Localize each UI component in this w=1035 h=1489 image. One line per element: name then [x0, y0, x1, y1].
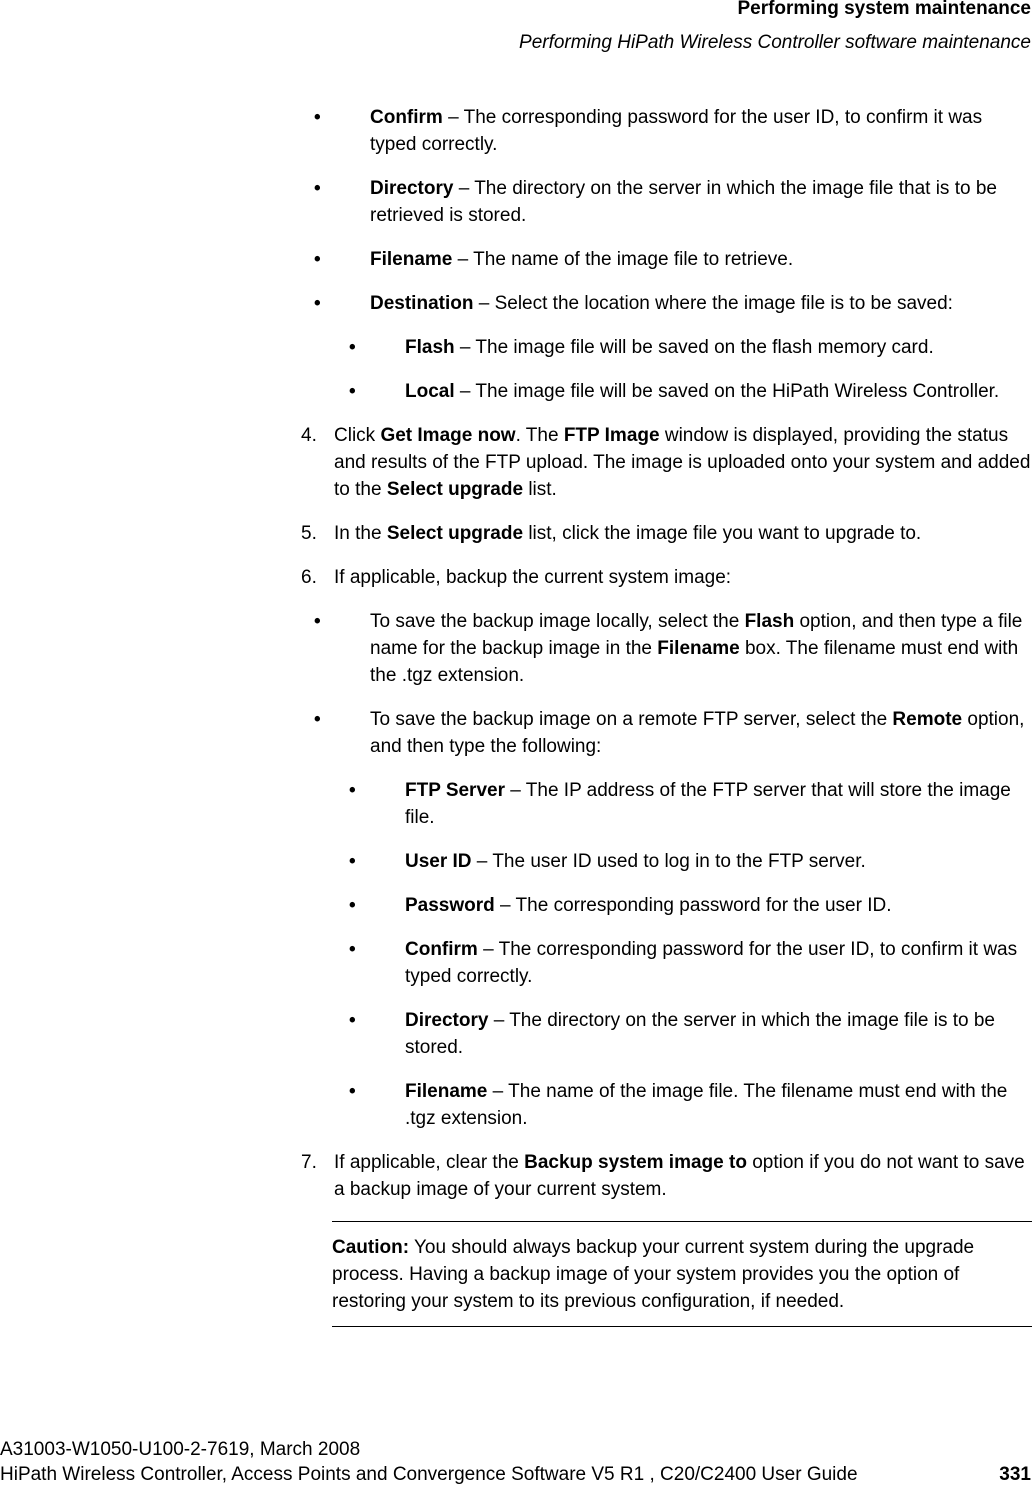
- bullet: •: [349, 895, 356, 916]
- caution-box: [332, 1221, 1032, 1327]
- term: Filename: [370, 249, 453, 270]
- bullet: •: [349, 1081, 356, 1102]
- bullet: •: [349, 780, 356, 801]
- term: Destination: [370, 293, 474, 314]
- step-text: list.: [523, 479, 557, 500]
- bullet: •: [314, 709, 321, 730]
- description: – The name of the image file. The filename must end with the .tgz extension.: [405, 1081, 1008, 1129]
- term: FTP Server: [405, 780, 505, 801]
- term: Password: [405, 895, 495, 916]
- description: – The user ID used to log in to the FTP server.: [471, 851, 866, 872]
- step-term: Get Image now: [380, 425, 516, 446]
- description: – The IP address of the FTP server that will store the image file.: [405, 780, 1011, 828]
- step-text: If applicable, clear the: [334, 1152, 525, 1173]
- step-number: 6.: [301, 567, 317, 588]
- step-text: option, and then type a file name for the backup image in the: [370, 611, 1023, 659]
- step-text: In the: [334, 523, 387, 544]
- description: – The image file will be saved on the flash memory card.: [454, 337, 934, 358]
- caution-text: You should always backup your current system during the upgrade process. Having a backup image of your system provides you the option of restoring your system to its previous configuration, if needed.: [332, 1237, 975, 1312]
- description: – Select the location where the image file is to be saved:: [473, 293, 953, 314]
- step-4: [296, 422, 1032, 503]
- step-number: 5.: [301, 523, 317, 544]
- bullet: •: [314, 249, 321, 270]
- list-item: [296, 378, 1032, 405]
- description: – The directory on the server in which the image file that is to be retrieved is stored.: [370, 178, 997, 226]
- description: – The corresponding password for the user ID, to confirm it was typed correctly.: [405, 939, 1018, 987]
- header-subtitle: Performing HiPath Wireless Controller software maintenance: [519, 32, 1031, 53]
- step-term: FTP Image: [563, 425, 660, 446]
- list-item: [296, 706, 1032, 760]
- list-item: [296, 608, 1032, 689]
- step-text: Click: [334, 425, 381, 446]
- step-term: Filename: [657, 638, 740, 659]
- step-text: option if you do not want to save a backup image of your current system.: [334, 1152, 1025, 1200]
- step-text: window is displayed, providing the status and results of the FTP upload. The image is uploaded onto your system and added to the: [334, 425, 1031, 500]
- step-text: option, and then type the following:: [370, 709, 1025, 757]
- list-item: [296, 104, 1032, 158]
- step-number: 4.: [301, 425, 317, 446]
- term: User ID: [405, 851, 472, 872]
- step-term: Flash: [744, 611, 795, 632]
- term: Confirm: [405, 939, 478, 960]
- step-text: To save the backup image locally, select the: [370, 611, 745, 632]
- description: – The name of the image file to retrieve.: [452, 249, 794, 270]
- list-item: [296, 848, 1032, 875]
- page-number: 331: [999, 1464, 1031, 1485]
- step-term: Backup system image to: [524, 1152, 747, 1173]
- bullet: •: [314, 293, 321, 314]
- main-content: [296, 104, 1032, 1327]
- term: Confirm: [370, 107, 443, 128]
- description: – The image file will be saved on the HiPath Wireless Controller.: [454, 381, 1000, 402]
- term: Directory: [370, 178, 454, 199]
- step-text: . The: [515, 425, 564, 446]
- step-6: [296, 564, 1032, 591]
- list-item: [296, 936, 1032, 990]
- list-item: [296, 334, 1032, 361]
- term: Filename: [405, 1081, 488, 1102]
- step-text: To save the backup image on a remote FTP server, select the: [370, 709, 893, 730]
- step-5: [296, 520, 1032, 547]
- step-text: box. The filename must end with the .tgz extension.: [370, 638, 1019, 686]
- footer-doc-id: A31003-W1050-U100-2-7619, March 2008: [0, 1439, 361, 1460]
- footer-guide-title: HiPath Wireless Controller, Access Points and Convergence Software V5 R1 , C20/C2400 User Guide: [0, 1464, 858, 1485]
- step-number: 7.: [301, 1152, 317, 1173]
- bullet: •: [349, 337, 356, 358]
- term: Local: [405, 381, 455, 402]
- description: – The corresponding password for the user ID, to confirm it was typed correctly.: [370, 107, 983, 155]
- list-item: [296, 290, 1032, 317]
- list-item: [296, 1007, 1032, 1061]
- list-item: [296, 1078, 1032, 1132]
- list-item: [296, 175, 1032, 229]
- step-term: Select upgrade: [386, 479, 524, 500]
- bullet: •: [314, 107, 321, 128]
- bullet: •: [314, 178, 321, 199]
- step-7: [296, 1149, 1032, 1203]
- description: – The corresponding password for the user ID.: [494, 895, 892, 916]
- step-term: Remote: [892, 709, 963, 730]
- list-item: [296, 246, 1032, 273]
- step-text: If applicable, backup the current system image:: [334, 567, 732, 588]
- header-title: Performing system maintenance: [737, 0, 1031, 19]
- term: Flash: [405, 337, 455, 358]
- description: – The directory on the server in which the image file is to be stored.: [405, 1010, 995, 1058]
- list-item: [296, 777, 1032, 831]
- list-item: [296, 892, 1032, 919]
- caution-label: Caution:: [332, 1237, 410, 1258]
- term: Directory: [405, 1010, 489, 1031]
- bullet: •: [349, 381, 356, 402]
- bullet: •: [314, 611, 321, 632]
- footer-line: [0, 1464, 1035, 1486]
- bullet: •: [349, 939, 356, 960]
- bullet: •: [349, 1010, 356, 1031]
- bullet: •: [349, 851, 356, 872]
- step-text: list, click the image file you want to upgrade to.: [523, 523, 922, 544]
- step-term: Select upgrade: [386, 523, 524, 544]
